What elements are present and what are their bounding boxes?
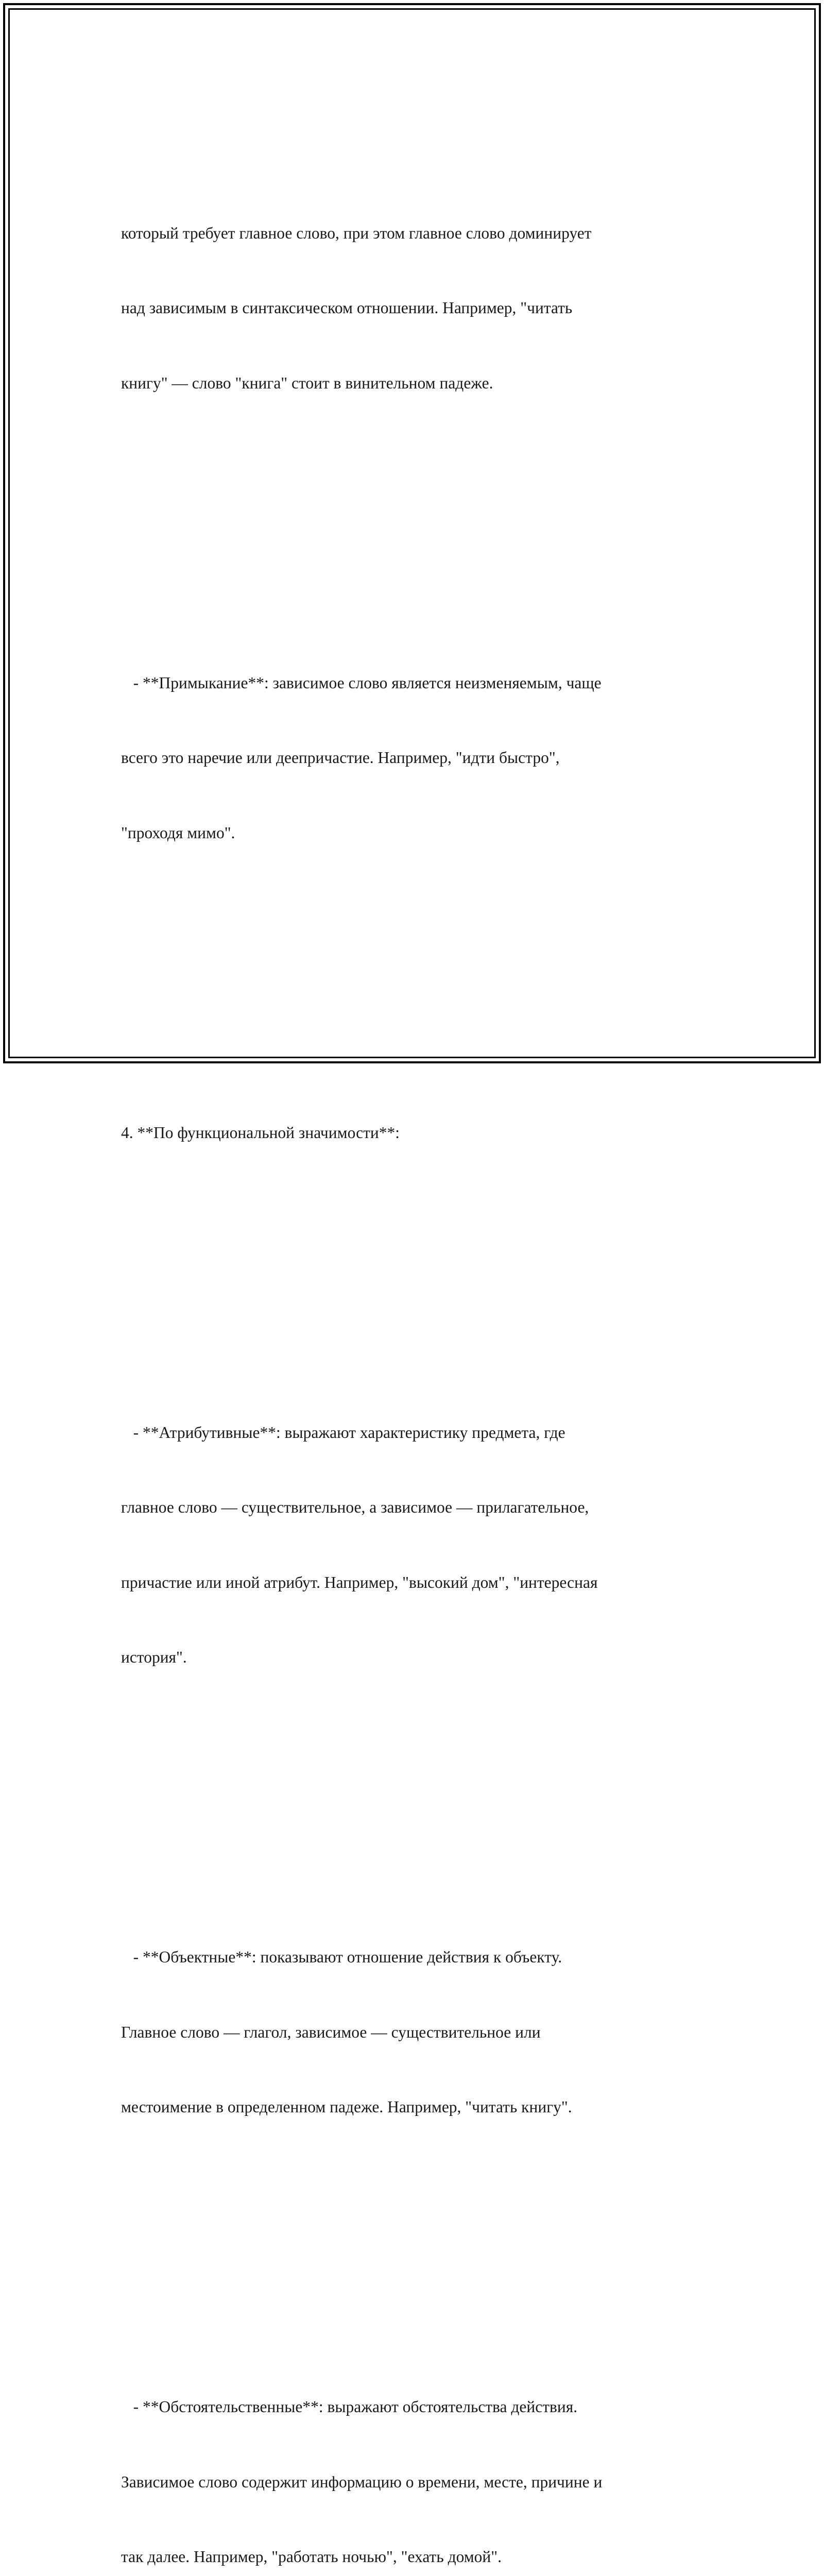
section-heading (121, 1071, 708, 1196)
text-line: Главное слово — глагол, зависимое — существительное или (121, 2023, 541, 2041)
text-line: который требует главное слово, при этом главное слово доминирует (121, 224, 592, 242)
document-body (121, 96, 708, 2576)
text-line: Зависимое слово содержит информацию о времени, месте, причине и (121, 2472, 603, 2491)
text-line: история". (121, 1648, 187, 1666)
text-line: - **Объектные**: показывают отношение действия к объекту. (121, 1948, 562, 1966)
paragraph (121, 1895, 708, 2170)
text-line: всего это наречие или деепричастие. Например, "идти быстро", (121, 749, 560, 767)
paragraph (121, 2345, 708, 2576)
paragraph-gap (121, 1245, 708, 1270)
paragraph-gap (121, 496, 708, 521)
paragraph (121, 1370, 708, 1720)
text-line: над зависимым в синтаксическом отношении. Например, "читать (121, 299, 573, 317)
paragraph-gap (121, 2220, 708, 2245)
text-line: так далее. Например, "работать ночью", "ехать домой". (121, 2548, 502, 2566)
text-line: местоимение в определенном падеже. Например, "читать книгу". (121, 2098, 572, 2116)
text-line: причастие или иной атрибут. Например, "высокий дом", "интересная (121, 1573, 598, 1591)
paragraph-gap (121, 945, 708, 971)
text-line: главное слово — существительное, а зависимое — прилагательное, (121, 1498, 589, 1516)
text-line: - **Атрибутивные**: выражают характеристику предмета, где (121, 1423, 565, 1442)
text-line: "проходя мимо". (121, 823, 235, 842)
paragraph-gap (121, 1770, 708, 1795)
text-line: - **Обстоятельственные**: выражают обстоятельства действия. (121, 2398, 578, 2416)
text-line: 4. **По функциональной значимости**: (121, 1123, 400, 1142)
text-line: - **Примыкание**: зависимое слово является неизменяемым, чаще (121, 673, 602, 692)
text-line: книгу" — слово "книга" стоит в винительном падеже. (121, 374, 493, 392)
paragraph (121, 171, 708, 446)
paragraph (121, 621, 708, 896)
